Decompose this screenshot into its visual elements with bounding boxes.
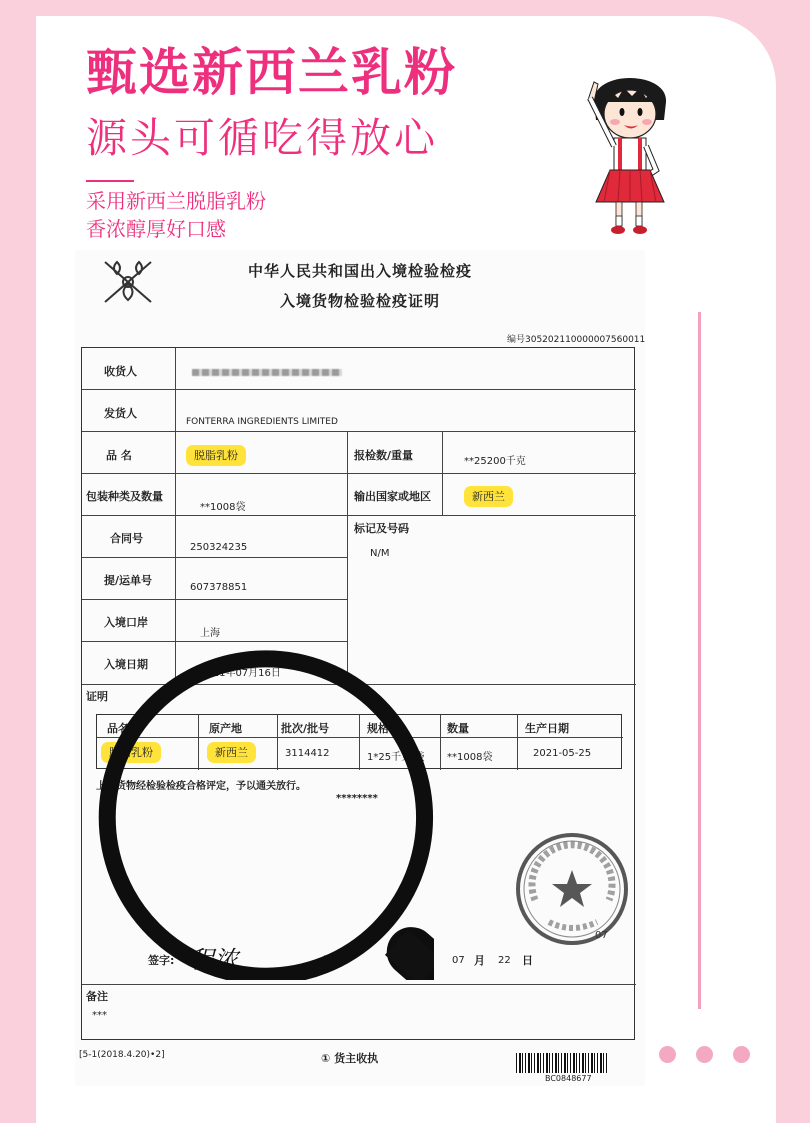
copy-label: ① 货主收执 [321,1052,379,1065]
table-rule [82,431,636,432]
marks-label: 标记及号码 [354,522,409,535]
magnifier-icon [94,640,434,980]
sign-date-day: 22 [498,955,511,966]
consignor-label: 发货人 [104,407,137,420]
cartoon-girl-illustration [580,62,680,240]
goods-header-spec: 规格 [367,722,389,735]
package-label: 包装种类及数量 [86,490,163,503]
feature-line-2: 香浓醇厚好口感 [86,217,226,241]
issuing-authority: 中华人民共和国出入境检验检疫 [247,262,472,280]
entry-date-value: 2021年07月16日 [200,668,281,679]
goods-cell-quantity: **1008袋 [447,752,493,763]
consignee-value-redacted [192,369,342,376]
goods-cell-spec: 1*25千克/袋 [367,752,425,763]
feature-line-1: 采用新西兰脱脂乳粉 [86,189,266,213]
sign-date-month-unit: 月 [474,954,485,967]
seal-number: 07 [595,930,608,941]
quantity-label: 报检数/重量 [354,449,414,462]
certificate-number: 编号305202110000007560011 [507,335,646,345]
product-value: 脱脂乳粉 [186,445,246,466]
proof-label: 证明 [86,690,108,703]
carousel-dot [696,1046,713,1063]
consignor-value: FONTERRA INGREDIENTS LIMITED [186,417,338,427]
marks-value: N/M [370,548,390,559]
contract-label: 合同号 [110,532,143,545]
origin-country-value: 新西兰 [464,486,513,507]
carousel-dot [659,1046,676,1063]
package-value: **1008袋 [200,502,246,513]
goods-cell-origin: 新西兰 [207,742,256,763]
goods-header-quantity: 数量 [447,722,469,735]
goods-cell-date: 2021-05-25 [533,748,592,759]
bill-label: 提/运单号 [104,574,153,587]
sign-date-month: 07 [452,955,465,966]
goods-header-date: 生产日期 [525,722,569,735]
certificate-title: 入境货物检验检疫证明 [279,292,440,310]
barcode-text: BC0848677 [545,1074,592,1083]
sign-date-label: 日期: [322,954,349,967]
origin-country-label: 输出国家或地区 [354,490,431,503]
inspector-signature: 程浓 [190,946,238,974]
table-rule [442,431,443,515]
bill-value: 607378851 [190,582,248,593]
barcode [516,1053,608,1073]
table-rule [82,599,347,600]
entry-port-label: 入境口岸 [104,616,148,629]
remark-label: 备注 [86,990,108,1003]
clearance-statement: 上述货物经检验检疫合格评定，予以通关放行。 [96,781,306,792]
table-rule [440,715,441,770]
official-seal-stamp [513,830,631,948]
form-code: [5-1(2018.4.20)•2] [79,1050,165,1060]
goods-header-origin: 原产地 [209,722,242,735]
statement-stars: ******** [336,793,378,804]
table-rule [175,348,176,684]
sign-date-day-unit: 日 [522,954,533,967]
goods-header-name: 品名 [107,722,129,735]
quantity-value: **25200千克 [464,456,526,467]
headline-title: 甄选新西兰乳粉 [86,44,458,103]
contract-value: 250324235 [190,542,248,553]
goods-cell-name: 脱脂乳粉 [101,742,161,763]
table-rule [82,557,347,558]
entry-port-value: 上海 [200,628,220,639]
carousel-dot [733,1046,750,1063]
remark-value: *** [92,1010,107,1021]
goods-cell-batch: 3114412 [285,748,330,759]
table-rule [82,473,636,474]
table-rule [82,515,636,516]
entry-date-label: 入境日期 [104,658,148,671]
product-label: 品 名 [106,449,132,462]
headline-subtitle: 源头可循吃得放心 [86,114,438,162]
table-rule [82,984,636,985]
consignee-label: 收货人 [104,365,137,378]
side-accent-rule [698,312,701,1009]
goods-header-batch: 批次/批号 [281,722,330,735]
table-rule [517,715,518,770]
signature-label: 签字: [148,954,175,967]
subtitle-divider [86,180,134,182]
table-rule [82,389,636,390]
